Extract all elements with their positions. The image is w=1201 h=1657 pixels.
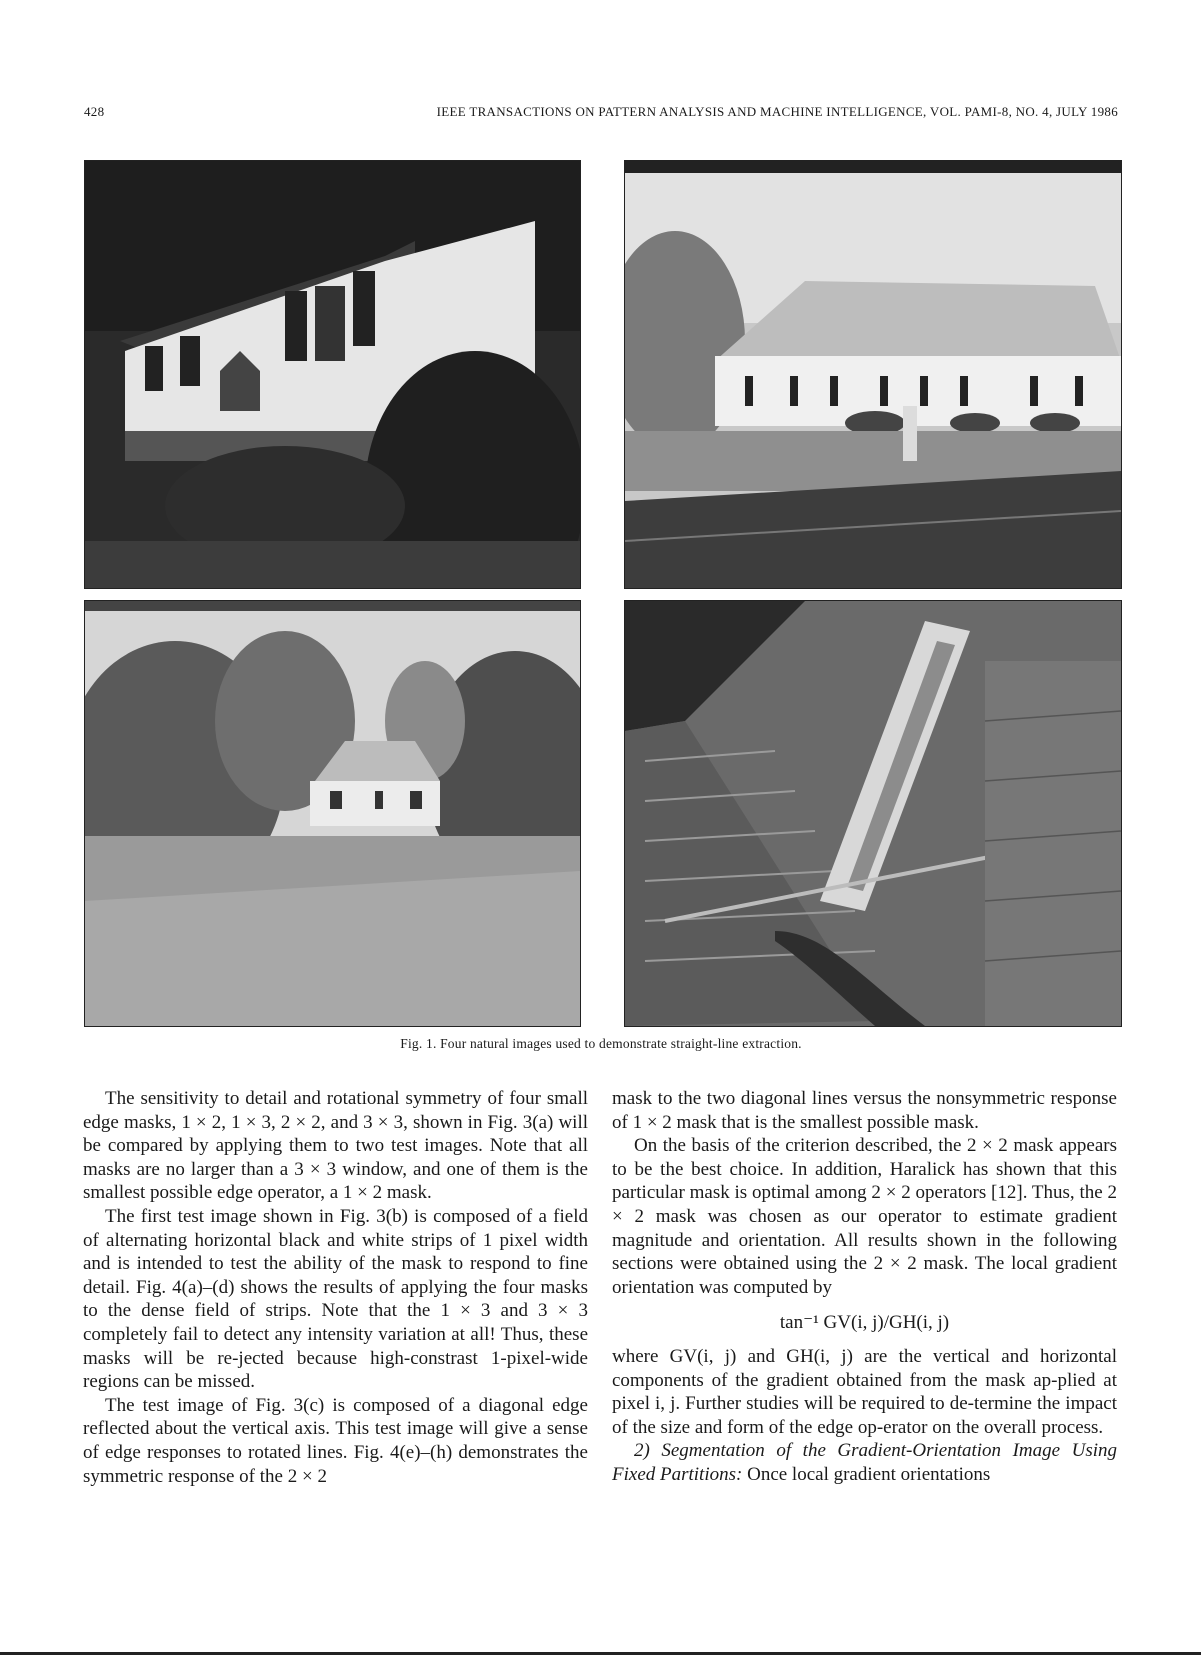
photo-house-among-trees-icon xyxy=(85,601,580,1026)
house-photo-c xyxy=(84,600,581,1027)
house-photo-a xyxy=(84,160,581,589)
paragraph: where GV(i, j) and GH(i, j) are the vertical and horizontal components of the gradient obtained from the mask ap-plied at pixel i, j. Further studies will be required to de-termine the impact of the size and form of the edge op-erator on the overall process. xyxy=(612,1345,1117,1438)
equation: tan⁻¹ GV(i, j)/GH(i, j) xyxy=(779,1312,950,1334)
paragraph: The sensitivity to detail and rotational symmetry of four small edge masks, 1 × 2, 1 × 3, 2 × 2, and 3 × 3, shown in Fig. 3(a) will be compared by applying them to two test images. Note that all masks are no larger than a 3 × 3 window, and one of them is the smallest possible edge operator, a 1 × 2 mask. xyxy=(83,1088,588,1204)
photo-aerial-airfield-icon xyxy=(625,601,1121,1026)
aerial-photo-d xyxy=(624,600,1122,1027)
subsection-heading: 2) Segmentation of the Gradient-Orientation Image Using Fixed Partitions: xyxy=(612,1440,1117,1485)
right-text-column xyxy=(612,1087,1117,1487)
house-photo-b xyxy=(624,160,1122,589)
paragraph: On the basis of the criterion described, the 2 × 2 mask appears to be the best choice. In addition, Haralick has shown that this particular mask is optimal among 2 × 2 operators [12]. Thus, the 2 × 2 mask was chosen as our operator to estimate gradient magnitude and orientation. All results shown in the following sections were obtained using the 2 × 2 mask. The local gradient orientation was computed by xyxy=(612,1135,1117,1298)
paragraph-text: Once local gradient orientations xyxy=(742,1463,991,1485)
journal-title: IEEE TRANSACTIONS ON PATTERN ANALYSIS AND MACHINE INTELLIGENCE, VOL. PAMI-8, NO. 4, JULY 1986 xyxy=(436,104,1118,119)
page-bottom-rule xyxy=(0,1652,1201,1655)
page-number: 428 xyxy=(84,104,105,119)
running-header xyxy=(84,104,1118,124)
photo-house-dark-trees-icon xyxy=(85,161,580,588)
figure-caption: Fig. 1. Four natural images used to demonstrate straight-line extraction. xyxy=(400,1036,802,1051)
section-paragraph xyxy=(612,1439,1117,1486)
photo-long-house-street-icon xyxy=(625,161,1121,588)
paragraph: mask to the two diagonal lines versus the nonsymmetric response of 1 × 2 mask that is the smallest possible mask. xyxy=(612,1088,1117,1133)
paragraph: The test image of Fig. 3(c) is composed of a diagonal edge reflected about the vertical axis. This test image will give a sense of edge responses to rotated lines. Fig. 4(e)–(h) demonstrates the symmetric response of the 2 × 2 xyxy=(83,1394,588,1487)
paragraph: The first test image shown in Fig. 3(b) is composed of a field of alternating horizontal black and white strips of 1 pixel width and is intended to test the ability of the mask to respond to fine detail. Fig. 4(a)–(d) shows the results of applying the four masks to the dense field of strips. Note that the 1 × 3 and 3 × 3 completely fail to detect any intensity variation at all! Thus, these masks will be re-jected because high-constrast 1-pixel-wide regions can be missed. xyxy=(83,1205,588,1393)
left-text-column xyxy=(83,1087,588,1488)
